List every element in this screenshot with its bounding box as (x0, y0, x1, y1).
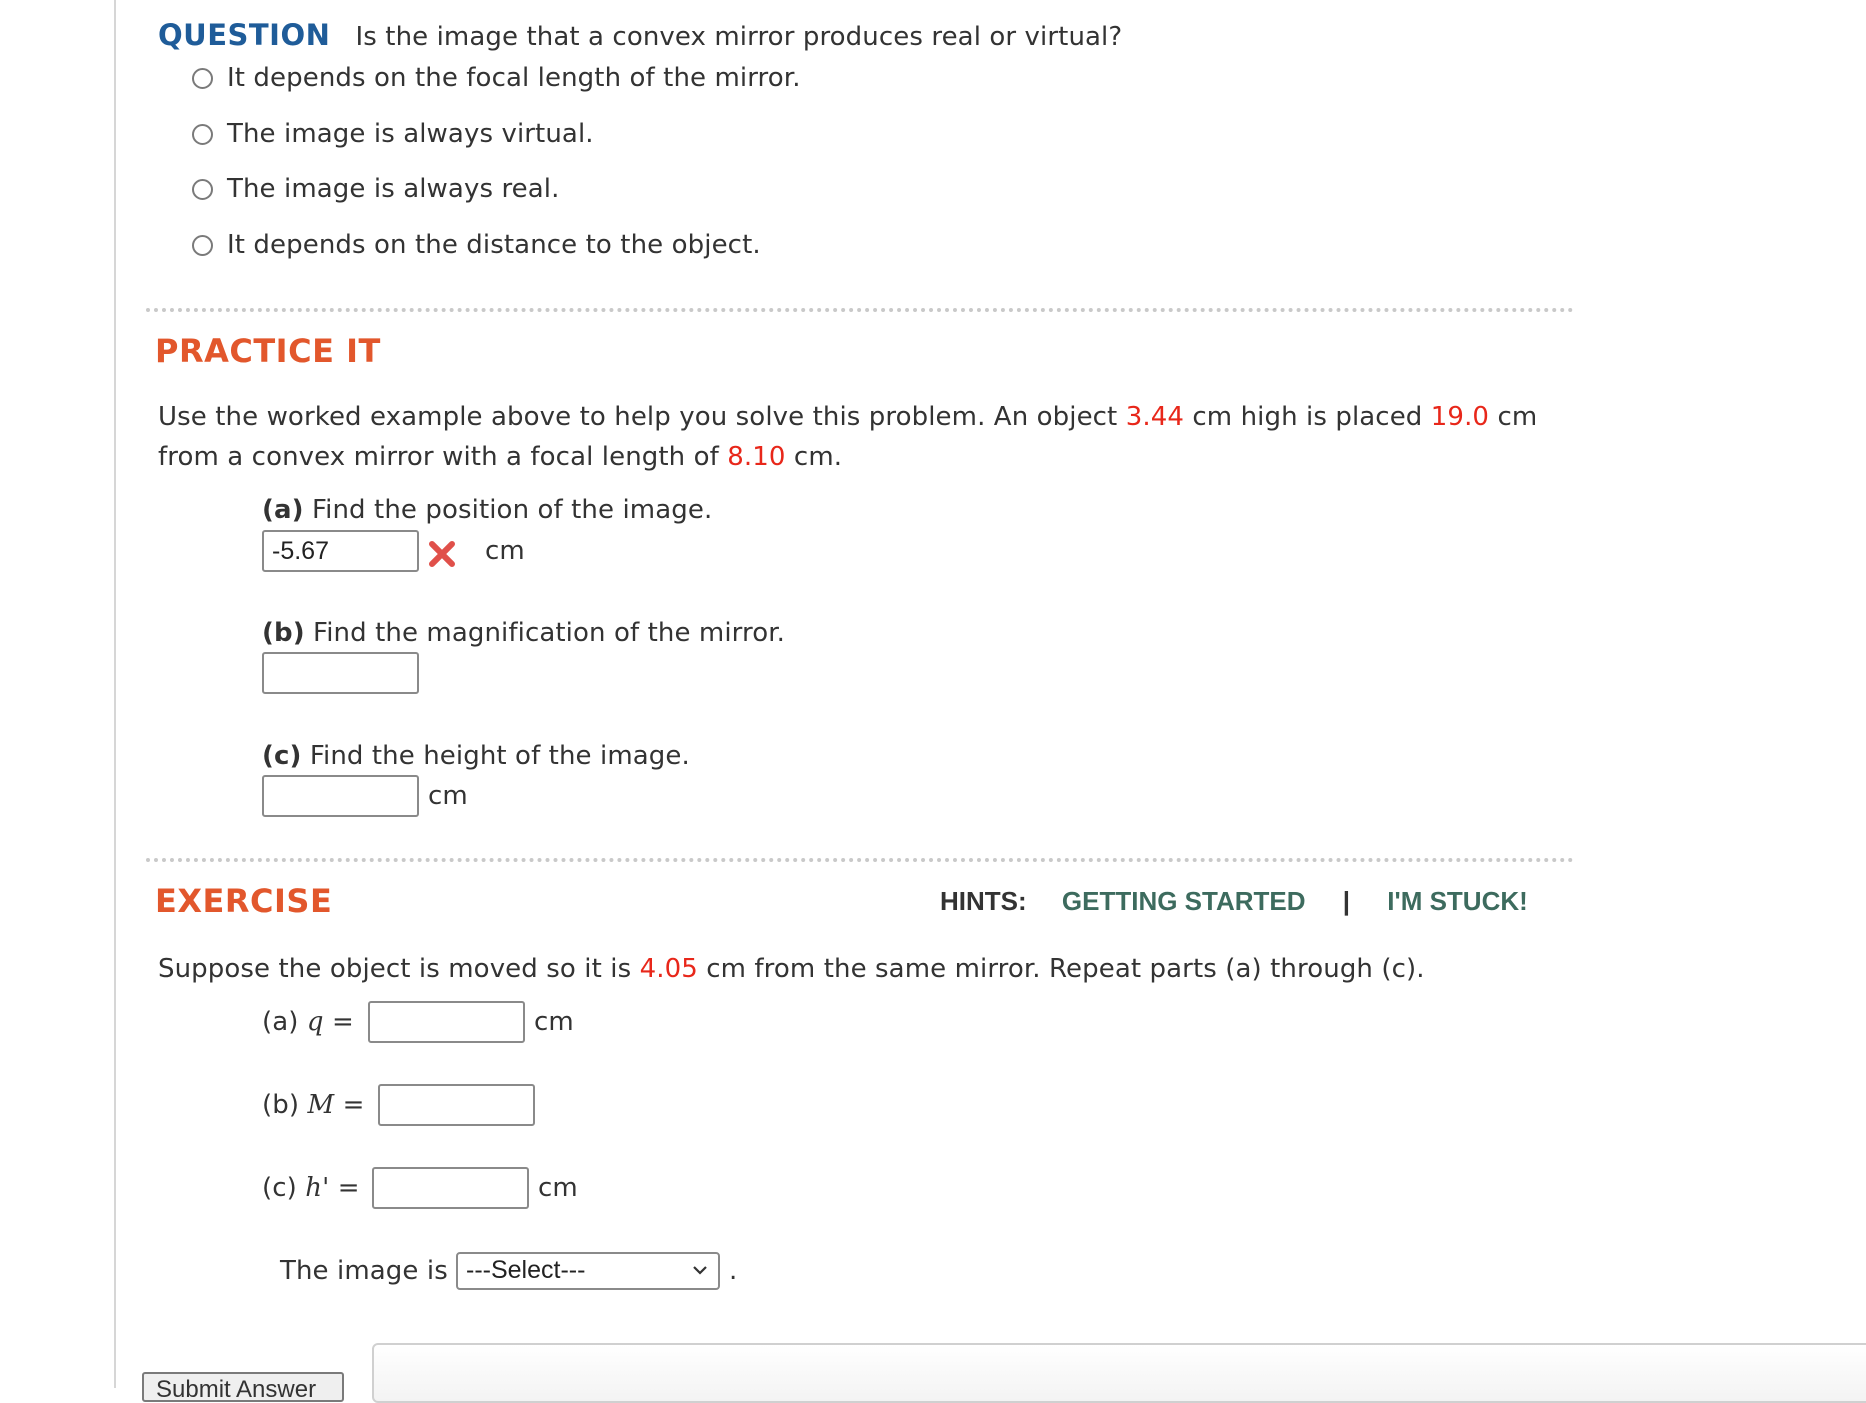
unit-label: cm (538, 1173, 578, 1203)
hints-separator: | (1342, 886, 1351, 916)
option-label: The image is always real. (227, 174, 560, 204)
practice-title: PRACTICE IT (155, 332, 381, 370)
image-is-label: The image is (280, 1256, 448, 1286)
exercise-c-label: (c) h' = (262, 1173, 360, 1203)
part-label: (a) (262, 495, 304, 525)
section-divider (146, 308, 1574, 312)
im-stuck-link[interactable]: I'M STUCK! (1387, 886, 1528, 916)
part-label: (c) (262, 741, 302, 771)
exercise-c-input[interactable] (372, 1167, 529, 1209)
part-label: (b) (262, 618, 305, 648)
option-label: It depends on the distance to the object. (227, 230, 761, 260)
variable-h-prime: h' (305, 1173, 330, 1203)
select-value: ---Select--- (466, 1256, 586, 1284)
submit-answer-button[interactable]: Submit Answer (142, 1372, 344, 1402)
chevron-down-icon (692, 1263, 708, 1277)
question-option[interactable] (192, 61, 801, 95)
practice-intro-line2: from a convex mirror with a focal length of 8.10 cm. (158, 442, 843, 472)
section-divider (146, 858, 1574, 862)
bottom-panel (372, 1343, 1866, 1403)
hints-label: HINTS: (940, 886, 1027, 916)
focal-length-value: 8.10 (727, 442, 786, 472)
unit-label: cm (534, 1007, 574, 1037)
practice-intro-line1: Use the worked example above to help you solve this problem. An object 3.44 cm high is placed 19.0 cm (158, 402, 1538, 432)
variable-M: M (307, 1090, 335, 1120)
object-height-value: 3.44 (1125, 402, 1185, 432)
question-option[interactable] (192, 172, 560, 206)
practice-b-input[interactable] (262, 652, 419, 694)
left-border (114, 0, 116, 1388)
object-distance-value: 19.0 (1430, 402, 1490, 432)
question-header (158, 18, 1122, 54)
practice-part-a-prompt: (a) Find the position of the image. (262, 495, 713, 525)
hints-bar (940, 886, 1528, 917)
exercise-title: EXERCISE (155, 882, 333, 920)
practice-a-input[interactable]: -5.67 (262, 530, 419, 572)
question-option[interactable] (192, 117, 594, 151)
radio-button[interactable] (192, 235, 213, 256)
question-label: QUESTION (158, 18, 331, 52)
unit-label: cm (428, 781, 468, 811)
radio-button[interactable] (192, 179, 213, 200)
radio-button[interactable] (192, 68, 213, 89)
unit-label: cm (485, 536, 525, 566)
practice-part-b-prompt: (b) Find the magnification of the mirror. (262, 618, 785, 648)
question-option[interactable] (192, 228, 761, 262)
variable-q: q (306, 1007, 324, 1037)
question-text: Is the image that a convex mirror produces real or virtual? (355, 22, 1123, 52)
exercise-b-input[interactable] (378, 1084, 535, 1126)
image-type-select[interactable] (456, 1252, 720, 1290)
option-label: It depends on the focal length of the mirror. (227, 63, 801, 93)
new-distance-value: 4.05 (639, 954, 698, 984)
exercise-a-label: (a) q = (262, 1007, 354, 1037)
radio-button[interactable] (192, 124, 213, 145)
sentence-period: . (729, 1256, 738, 1286)
exercise-a-input[interactable] (368, 1001, 525, 1043)
practice-c-input[interactable] (262, 775, 419, 817)
option-label: The image is always virtual. (227, 119, 594, 149)
getting-started-link[interactable]: GETTING STARTED (1061, 886, 1306, 916)
practice-part-c-prompt: (c) Find the height of the image. (262, 741, 690, 771)
exercise-b-label: (b) M = (262, 1090, 365, 1120)
exercise-intro: Suppose the object is moved so it is 4.05 cm from the same mirror. Repeat parts (a) through (c). (158, 954, 1425, 984)
incorrect-x-icon (428, 540, 456, 568)
